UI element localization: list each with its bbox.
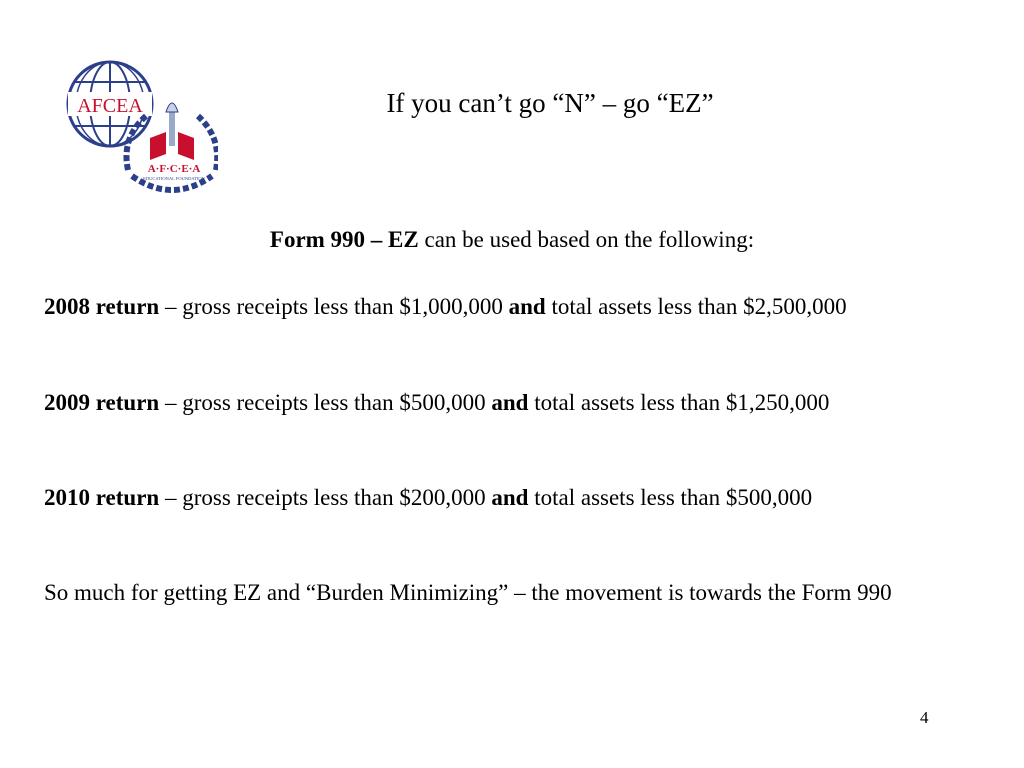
item-connector: and <box>491 390 529 415</box>
afcea-wordmark: AFCEA <box>77 95 143 117</box>
intro-text: can be used based on the following: <box>418 227 755 252</box>
item-lead: 2009 return <box>44 390 160 415</box>
item-text: – gross receipts less than $1,000,000 <box>159 294 509 319</box>
item-text: – gross receipts less than $200,000 <box>159 485 492 510</box>
intro-form-name: Form 990 – EZ <box>269 227 419 252</box>
afcea-logo <box>66 58 218 198</box>
item-connector: and <box>508 294 546 319</box>
globe-icon <box>68 62 152 146</box>
flag-right-icon <box>178 132 194 160</box>
closing-note: So much for getting EZ and “Burden Minimizing” – the movement is towards the Form 990 <box>44 580 892 605</box>
item-text: – gross receipts less than $500,000 <box>159 390 492 415</box>
educational-foundation-text: EDUCATIONAL FOUNDATION <box>143 176 205 181</box>
item-connector: and <box>491 485 529 510</box>
item-text-end: total assets less than $2,500,000 <box>545 294 847 319</box>
list-item-2008 <box>44 294 1024 320</box>
item-lead: 2010 return <box>44 485 160 510</box>
list-item-2010 <box>44 485 1024 511</box>
slide-number: 4 <box>920 708 929 727</box>
flag-left-icon <box>150 132 166 160</box>
intro-line <box>0 226 1024 254</box>
item-lead: 2008 return <box>44 294 160 319</box>
slide-title: If you can’t go “N” – go “EZ” <box>386 88 714 118</box>
afcea-emblem-text: A·F·C·E·A <box>147 163 201 175</box>
torch-icon <box>169 112 175 146</box>
item-text-end: total assets less than $1,250,000 <box>528 390 830 415</box>
afcea-logo-graphic <box>66 58 218 198</box>
list-item-2009 <box>44 390 1024 416</box>
item-text-end: total assets less than $500,000 <box>528 485 813 510</box>
